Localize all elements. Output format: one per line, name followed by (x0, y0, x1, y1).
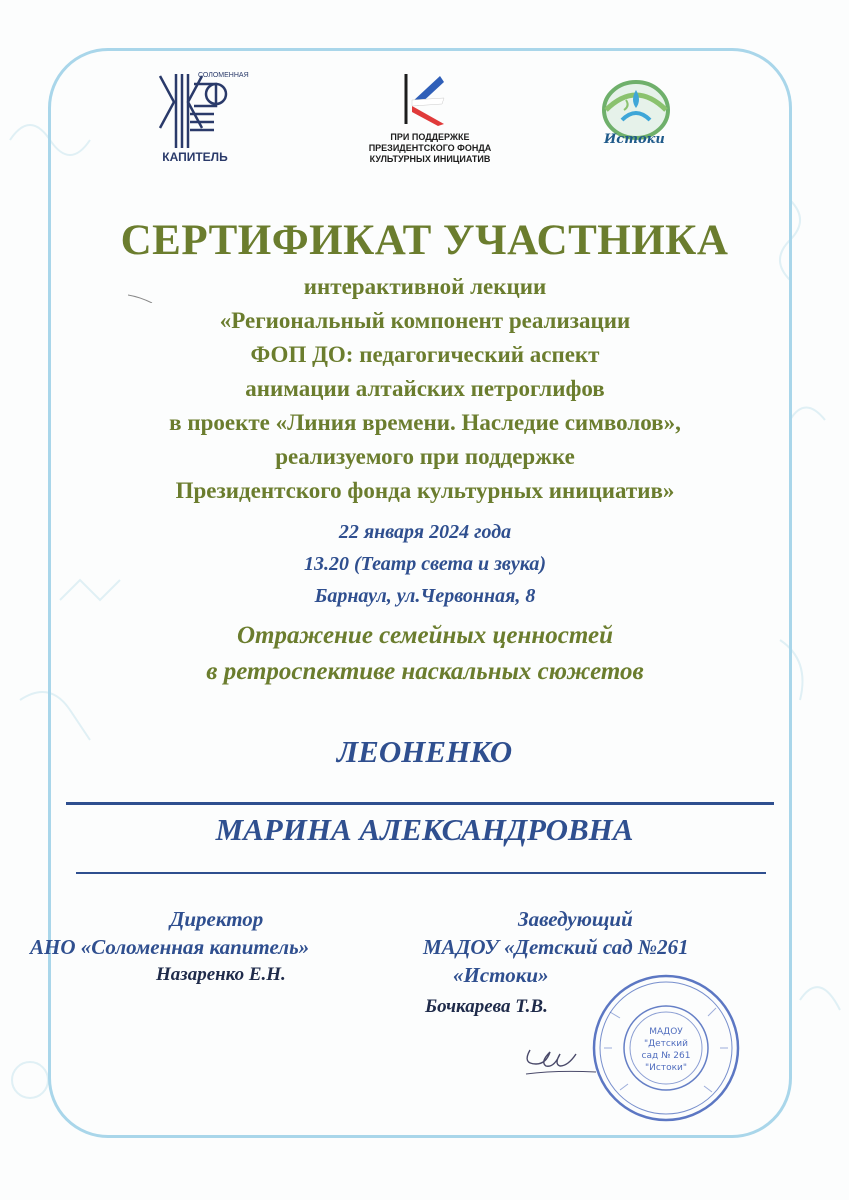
pfki-caption (330, 132, 530, 165)
event-address: Барнаул, ул.Червонная, 8 (314, 585, 536, 607)
signatory-org: АНО «Соломенная капитель» (30, 935, 310, 959)
pfki-caption-line: ПРИ ПОДДЕРЖКЕ (390, 132, 470, 142)
stamp-line: сад № 261 (641, 1051, 691, 1061)
topic-line: Отражение семейных ценностей (236, 622, 613, 649)
certificate-title: СЕРТИФИКАТ УЧАСТНИКА (120, 217, 729, 264)
stamp-line: МАДОУ (649, 1027, 683, 1037)
stamp-line: "Детский (643, 1039, 689, 1049)
pfki-caption-line: КУЛЬТУРНЫХ ИНИЦИАТИВ (369, 154, 491, 164)
kapitel-emblem-icon (150, 70, 240, 150)
signatory-role: Заведующий (518, 907, 633, 931)
participant-first-names: МАРИНА АЛЕКСАНДРОВНА (215, 812, 634, 847)
istoki-word: Истоки (604, 132, 665, 147)
participant-last-name: ЛЕОНЕНКО (336, 734, 513, 769)
description-line: «Региональный компонент реализации (219, 308, 631, 333)
signatory-name: Бочкарева Т.В. (425, 996, 548, 1017)
name-underline (76, 872, 766, 874)
kapitel-logo (150, 70, 249, 170)
kapitel-top-word: СОЛОМЕННАЯ (198, 72, 249, 79)
pfki-emblem-icon (400, 72, 448, 126)
topic-title (60, 618, 790, 690)
name-divider (66, 802, 774, 805)
signatory-org-line: «Истоки» (453, 963, 549, 987)
pfki-logo (330, 72, 530, 172)
kapitel-wordmark: КАПИТЕЛЬ (162, 150, 228, 164)
signatory-role: Директор (170, 907, 264, 931)
description-line: интерактивной лекции (303, 274, 547, 299)
lecture-description (40, 270, 810, 508)
event-date: 22 января 2024 года (338, 521, 512, 543)
signatory-name: Назаренко Е.Н. (156, 964, 286, 985)
description-line: ФОП ДО: педагогический аспект (250, 342, 600, 367)
signatory-org-line: МАДОУ «Детский сад №261 (423, 935, 689, 959)
stamp-line: "Истоки" (645, 1063, 687, 1073)
pfki-caption-line: ПРЕЗИДЕНТСКОГО ФОНДА (368, 143, 492, 153)
istoki-logo (592, 80, 682, 150)
official-stamp (590, 972, 742, 1124)
topic-line: в ретроспективе наскальных сюжетов (206, 658, 644, 685)
event-time-place: 13.20 (Театр света и звука) (303, 553, 547, 575)
description-line: анимации алтайских петроглифов (245, 376, 605, 401)
event-details (100, 516, 750, 612)
description-line: Президентского фонда культурных инициатив» (175, 478, 675, 503)
description-line: реализуемого при поддержке (275, 444, 575, 469)
signatory-left (30, 905, 410, 989)
description-line: в проекте «Линия времени. Наследие символов», (169, 410, 681, 435)
